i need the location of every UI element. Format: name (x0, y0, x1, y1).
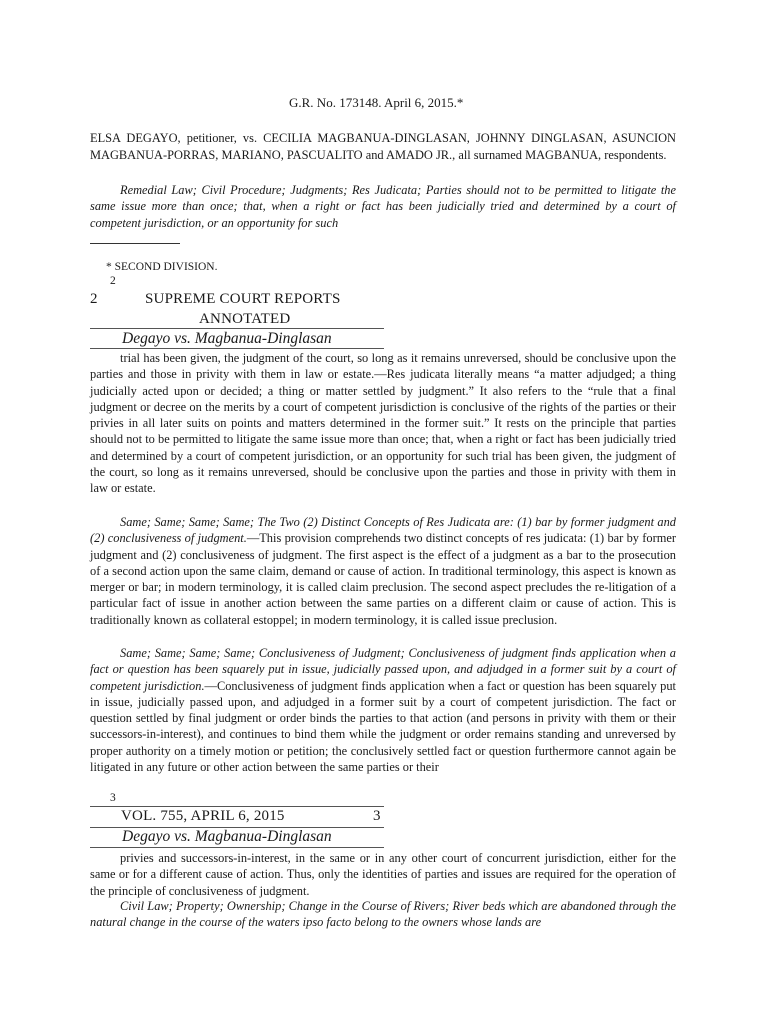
page-number-3: 3 (373, 808, 381, 824)
reporter-title-line-2: ANNOTATED (199, 311, 291, 327)
page3-paragraph-1: privies and successors-in-interest, in the same or in any other court of concurrent jurisdiction, either for the same or for a different cause of action. Thus, only the identities of parties and issues are required for the operation of the principle of conclusiveness of judgment. (90, 851, 676, 898)
page-marker-3: 3 (110, 792, 116, 804)
page2-paragraph-3 (90, 645, 676, 775)
page2-paragraph-2-headnote: Same; Same; Same; Same; The Two (2) Distinct Concepts of Res Judicata are: (1) bar by former judgment and (2) conclusiveness of judgment. (90, 515, 676, 546)
reporter-title-line-1: SUPREME COURT REPORTS (145, 291, 341, 307)
header-rule-bottom (90, 348, 384, 349)
header-rule-top (90, 328, 384, 329)
page2-paragraph-1 (90, 350, 676, 497)
footnote-second-division: * SECOND DIVISION. (106, 261, 218, 273)
page3-header-rule-bottom (90, 847, 384, 848)
parties-caption: ELSA DEGAYO, petitioner, vs. CECILIA MAGBANUA-DINGLASAN, JOHNNY DINGLASAN, ASUNCION MAGBANUA-PORRAS, MARIANO, PASCUALITO and AMADO JR., all surnamed MAGBANUA, respondents. (90, 131, 676, 162)
running-head-page-3: Degayo vs. Magbanua-Dinglasan (122, 828, 332, 845)
gr-number: G.R. No. 173148. April 6, 2015.* (289, 95, 464, 110)
page3-header-rule-top (90, 806, 384, 807)
page2-paragraph-3-headnote: Same; Same; Same; Same; Conclusiveness of Judgment; Conclusiveness of judgment finds application when a fact or question has been squarely put in issue, judicially passed upon, and adjudged in a former suit by a court of competent jurisdiction. (90, 646, 676, 693)
footnote-separator (90, 243, 180, 244)
page-number-2: 2 (90, 291, 98, 307)
page3-paragraph-2: Civil Law; Property; Ownership; Change in the Course of Rivers; River beds which are abandoned through the natural change in the course of the waters ipso facto belong to the owners whose lands are (90, 899, 676, 930)
syllabus-paragraph-1: Remedial Law; Civil Procedure; Judgments; Res Judicata; Parties should not to be permitted to litigate the same issue more than once; that, when a right or fact has been judicially tried and determined by a court of competent jurisdiction, or an opportunity for such (90, 183, 676, 230)
page2-paragraph-1-text: trial has been given, the judgment of the court, so long as it remains unreversed, should be conclusive upon the parties and those in privity with them in law or estate.—Res judicata literally means “a matter adjudged; a thing judicially acted upon or decided; a thing or matter settled by judgment.” It also refers to the “rule that a final judgment or decree on the merits by a court of competent jurisdiction is conclusive of the rights of the parties or their privies in all later suits on points and matters determined in the former suit.” It rests on the principle that parties should not to be permitted to litigate the same issue more than once; that, when a right or fact has been judicially tried and determined by a court of competent jurisdiction, or an opportunity for such trial has been given, the judgment of the court, so long as it remains unreversed, should be conclusive upon the parties and those in privity with them in law or estate. (90, 351, 676, 496)
page2-paragraph-2-body: —This provision comprehends two distinct concepts of res judicata: (1) bar by former judgment and (2) conclusiveness of judgment. The first aspect is the effect of a judgment as a bar to the prosecution of a second action upon the same claim, demand or cause of action. In traditional terminology, this aspect is known as merger or bar; in modern terminology, it is called claim preclusion. The second aspect precludes the re-litigation of a particular fact of issue in another action between the same parties on a different claim or cause of action. This is traditionally known as collateral estoppel; in modern terminology, it is called issue preclusion. (90, 531, 676, 627)
page2-paragraph-2 (90, 514, 676, 628)
page-marker-2: 2 (110, 275, 116, 287)
volume-title: VOL. 755, APRIL 6, 2015 (121, 808, 285, 824)
running-head-page-2: Degayo vs. Magbanua-Dinglasan (122, 330, 332, 347)
page2-paragraph-3-body: —Conclusiveness of judgment finds application when a fact or question has been squarely put in issue, judicially passed upon, and adjudged in a former suit by a court of competent jurisdiction. The fact or question settled by final judgment or order binds the parties to that action (and persons in privity with them or their successors-in-interest), and continues to bind them while the judgment or order remains standing and unreversed by proper authority on a timely motion or petition; the conclusively settled fact or question furthermore cannot again be litigated in any future or other action between the same parties or their (90, 678, 676, 775)
